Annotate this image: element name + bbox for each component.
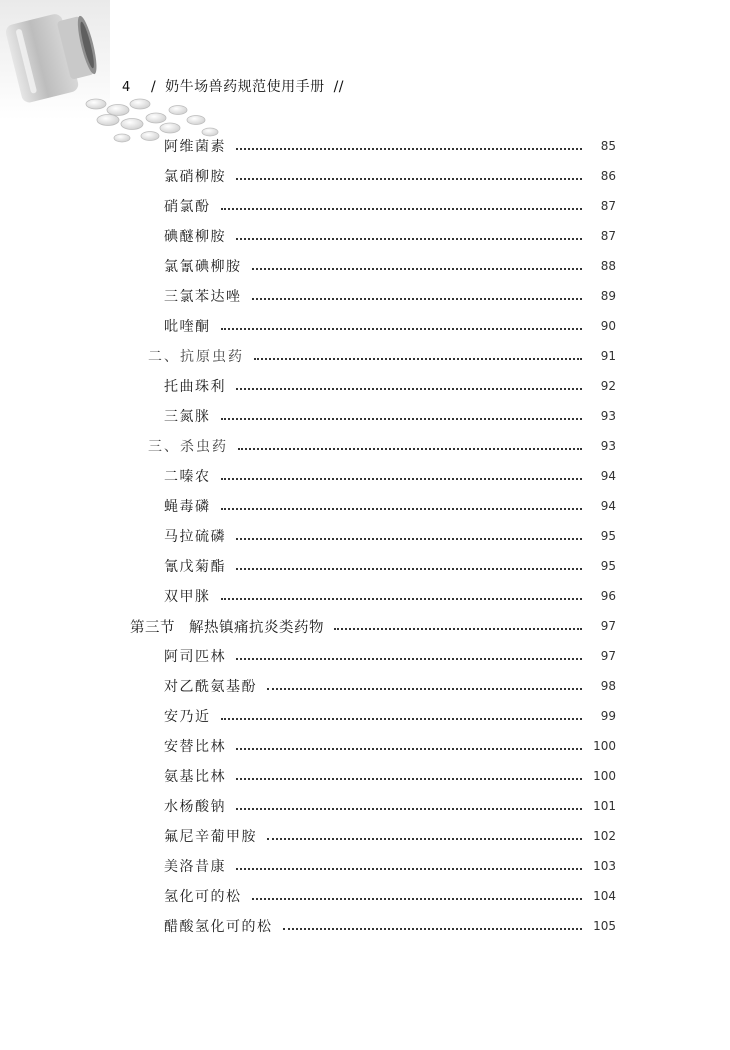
toc-entry xyxy=(0,281,730,311)
toc-page-number: 100 xyxy=(593,769,616,783)
dot-leader xyxy=(221,597,583,600)
dot-leader xyxy=(221,417,583,420)
toc-page-number: 86 xyxy=(600,169,616,183)
toc-entry-title: 氰戊菊酯 xyxy=(164,559,226,575)
toc-entry-title: 醋酸氢化可的松 xyxy=(164,919,273,935)
toc-entry-title: 美洛昔康 xyxy=(164,859,226,875)
toc-page-number: 91 xyxy=(600,349,616,363)
toc-entry-title: 三氯苯达唑 xyxy=(164,289,242,305)
toc-page-number: 95 xyxy=(600,559,616,573)
toc-entry-title: 对乙酰氨基酚 xyxy=(164,679,257,695)
toc-entry-title: 水杨酸钠 xyxy=(164,799,226,815)
toc-entry xyxy=(0,311,730,341)
table-of-contents xyxy=(0,131,730,941)
toc-entry xyxy=(0,791,730,821)
dot-leader xyxy=(236,237,582,240)
toc-entry xyxy=(0,491,730,521)
toc-entry-title: 氯氰碘柳胺 xyxy=(164,259,242,275)
dot-leader xyxy=(236,747,582,750)
toc-page-number: 94 xyxy=(600,499,616,513)
toc-entry xyxy=(0,401,730,431)
toc-page-number: 104 xyxy=(593,889,616,903)
toc-page-number: 105 xyxy=(593,919,616,933)
dot-leader xyxy=(236,777,582,780)
toc-entry xyxy=(0,761,730,791)
toc-entry-title: 阿司匹林 xyxy=(164,649,226,665)
toc-entry-title: 安替比林 xyxy=(164,739,226,755)
toc-entry-title: 二嗪农 xyxy=(164,469,211,485)
toc-page-number: 99 xyxy=(600,709,616,723)
toc-entry-title xyxy=(130,616,324,637)
toc-page-number: 90 xyxy=(600,319,616,333)
dot-leader xyxy=(221,507,583,510)
toc-entry xyxy=(0,641,730,671)
toc-entry-title: 马拉硫磷 xyxy=(164,529,226,545)
toc-entry xyxy=(0,131,730,161)
book-title: 奶牛场兽药规范使用手册 xyxy=(165,79,325,95)
dot-leader xyxy=(334,627,582,630)
toc-page-number: 92 xyxy=(600,379,616,393)
toc-page-number: 103 xyxy=(593,859,616,873)
toc-entry xyxy=(0,701,730,731)
dot-leader xyxy=(254,357,582,360)
toc-entry xyxy=(0,611,730,641)
dot-leader xyxy=(221,477,583,480)
toc-entry-title: 氨基比林 xyxy=(164,769,226,785)
toc-entry-title: 氢化可的松 xyxy=(164,889,242,905)
header-slash: / xyxy=(150,79,157,95)
toc-entry xyxy=(0,851,730,881)
running-header xyxy=(122,76,348,98)
toc-page-number: 85 xyxy=(600,139,616,153)
dot-leader xyxy=(221,207,583,210)
dot-leader xyxy=(236,657,582,660)
toc-entry xyxy=(0,731,730,761)
dot-leader xyxy=(252,297,583,300)
toc-entry xyxy=(0,581,730,611)
toc-entry xyxy=(0,521,730,551)
dot-leader xyxy=(236,147,582,150)
header-trailing-slashes: // xyxy=(333,79,345,95)
toc-page-number: 96 xyxy=(600,589,616,603)
dot-leader xyxy=(236,867,582,870)
toc-entry xyxy=(0,371,730,401)
toc-page-number: 98 xyxy=(600,679,616,693)
toc-entry xyxy=(0,161,730,191)
dot-leader xyxy=(221,717,583,720)
toc-page-number: 89 xyxy=(600,289,616,303)
toc-entry-title: 氯硝柳胺 xyxy=(164,169,226,185)
toc-page-number: 100 xyxy=(593,739,616,753)
dot-leader xyxy=(236,567,582,570)
toc-entry xyxy=(0,881,730,911)
toc-entry-title: 阿维菌素 xyxy=(164,139,226,155)
toc-entry xyxy=(0,911,730,941)
toc-entry-title: 三氮脒 xyxy=(164,409,211,425)
dot-leader xyxy=(238,447,582,450)
toc-entry xyxy=(0,251,730,281)
toc-entry xyxy=(0,551,730,581)
toc-page-number: 88 xyxy=(600,259,616,273)
dot-leader xyxy=(267,687,582,690)
toc-page-number: 94 xyxy=(600,469,616,483)
toc-page-number: 102 xyxy=(593,829,616,843)
dot-leader xyxy=(221,327,583,330)
toc-entry-title: 托曲珠利 xyxy=(164,379,226,395)
toc-entry-title: 二、抗原虫药 xyxy=(148,349,244,365)
toc-page-number: 87 xyxy=(600,199,616,213)
toc-section-label: 第三节 xyxy=(130,619,175,636)
toc-entry-title: 吡喹酮 xyxy=(164,319,211,335)
toc-section-title: 解热镇痛抗炎类药物 xyxy=(189,619,324,636)
page-number: 4 xyxy=(122,80,131,95)
toc-page-number: 95 xyxy=(600,529,616,543)
dot-leader xyxy=(283,927,583,930)
toc-entry-title: 氟尼辛葡甲胺 xyxy=(164,829,257,845)
toc-entry xyxy=(0,431,730,461)
toc-entry xyxy=(0,221,730,251)
dot-leader xyxy=(267,837,582,840)
toc-entry-title: 三、杀虫药 xyxy=(148,439,228,455)
toc-page-number: 93 xyxy=(600,409,616,423)
dot-leader xyxy=(236,537,582,540)
dot-leader xyxy=(236,177,582,180)
toc-page-number: 93 xyxy=(600,439,616,453)
toc-page-number: 97 xyxy=(600,619,616,633)
toc-entry-title: 硝氯酚 xyxy=(164,199,211,215)
toc-page-number: 97 xyxy=(600,649,616,663)
toc-entry xyxy=(0,821,730,851)
dot-leader xyxy=(236,807,582,810)
toc-entry xyxy=(0,191,730,221)
toc-entry-title: 蝇毒磷 xyxy=(164,499,211,515)
dot-leader xyxy=(236,387,582,390)
toc-entry-title: 双甲脒 xyxy=(164,589,211,605)
dot-leader xyxy=(252,267,583,270)
toc-entry xyxy=(0,461,730,491)
toc-entry-title: 碘醚柳胺 xyxy=(164,229,226,245)
toc-entry-title: 安乃近 xyxy=(164,709,211,725)
toc-page-number: 101 xyxy=(593,799,616,813)
toc-entry xyxy=(0,341,730,371)
toc-page-number: 87 xyxy=(600,229,616,243)
toc-entry xyxy=(0,671,730,701)
dot-leader xyxy=(252,897,583,900)
